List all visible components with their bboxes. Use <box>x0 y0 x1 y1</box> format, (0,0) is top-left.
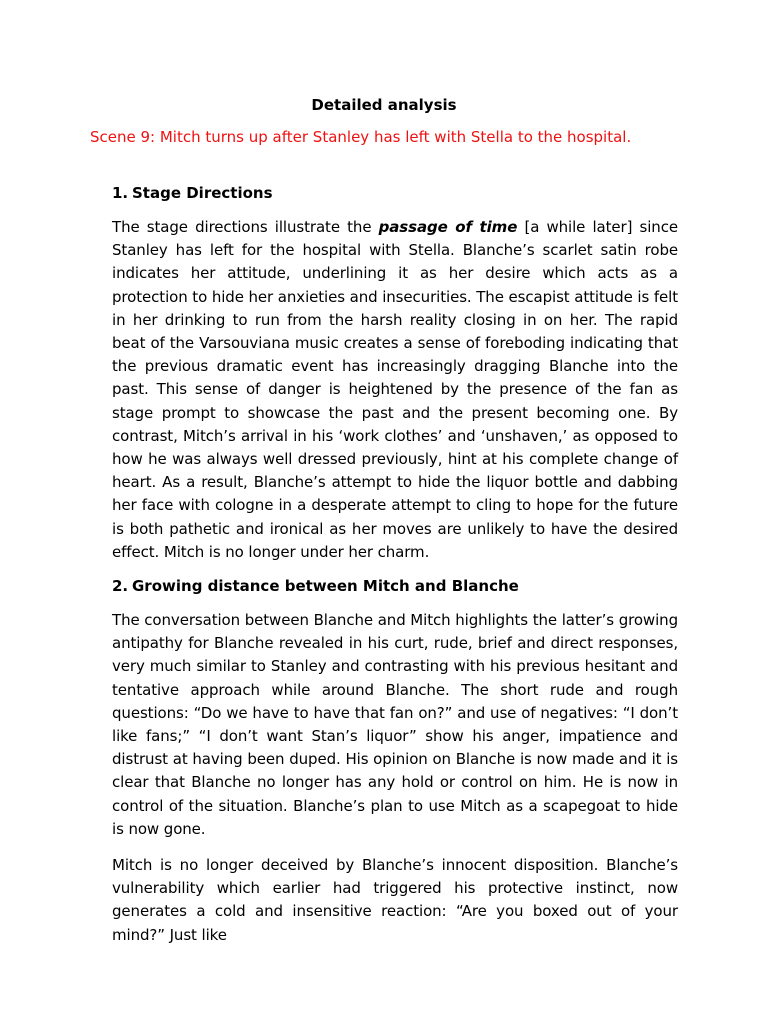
paragraph-conversation: The conversation between Blanche and Mitch highlights the latter’s growing antipathy for Blanche revealed in his curt, rude, brief and direct responses, very much similar to Stanley and contrasting with his previous hesitant and tentative approach while around Blanche. The short rude and rough questions: “Do we have to have that fan on?” and use of negatives: “I don’t like fans;” “I don’t want Stan’s liquor” show his anger, impatience and distrust at having been duped. His opinion on Blanche is now made and it is clear that Blanche no longer has any hold or control on him. He is now in control of the situation. Blanche’s plan to use Mitch as a scapegoat to hide is now gone. <box>112 611 678 838</box>
document-title: Detailed analysis <box>311 96 457 114</box>
section-title: Stage Directions <box>132 184 273 202</box>
emphasis-passage-of-time: passage of time <box>378 218 518 236</box>
section-title: Growing distance between Mitch and Blanche <box>132 577 519 596</box>
section-number: 2. <box>112 577 129 596</box>
paragraph-stage-directions <box>112 216 678 564</box>
paragraph-text-start: The stage directions illustrate the <box>112 218 379 236</box>
scene-subtitle: Scene 9: Mitch turns up after Stanley has left with Stella to the hospital. <box>90 128 632 146</box>
paragraph-vulnerability: Mitch is no longer deceived by Blanche’s innocent disposition. Blanche’s vulnerability which earlier had triggered his protective instinct, now generates a cold and insensitive reaction: “Are you boxed out of your mind?” Just like <box>112 856 678 944</box>
section-number: 1. <box>112 184 129 202</box>
section-heading-growing-distance <box>112 577 678 595</box>
section-heading-stage-directions <box>112 184 678 202</box>
paragraph-text-rest: [a while later] since Stanley has left for the hospital with Stella. Blanche’s scarlet satin robe indicates her attitude, underlining it as her desire which acts as a protection to hide her anxieties and insecurities. The escapist attitude is felt in her drinking to run from the harsh reality closing in on her. The rapid beat of the Varsouviana music creates a sense of foreboding indicating that the previous dramatic event has increasingly dragging Blanche into the past. This sense of danger is heightened by the presence of the fan as stage prompt to showcase the past and the present becoming one. By contrast, Mitch’s arrival in his ‘work clothes’ and ‘unshaven,’ as opposed to how he was always well dressed previously, hint at his complete change of heart. As a result, Blanche’s attempt to hide the liquor bottle and dabbing her face with cologne in a desperate attempt to cling to hope for the future is both pathetic and ironical as her moves are unlikely to have the desired effect. Mitch is no longer under her charm. <box>112 218 678 561</box>
